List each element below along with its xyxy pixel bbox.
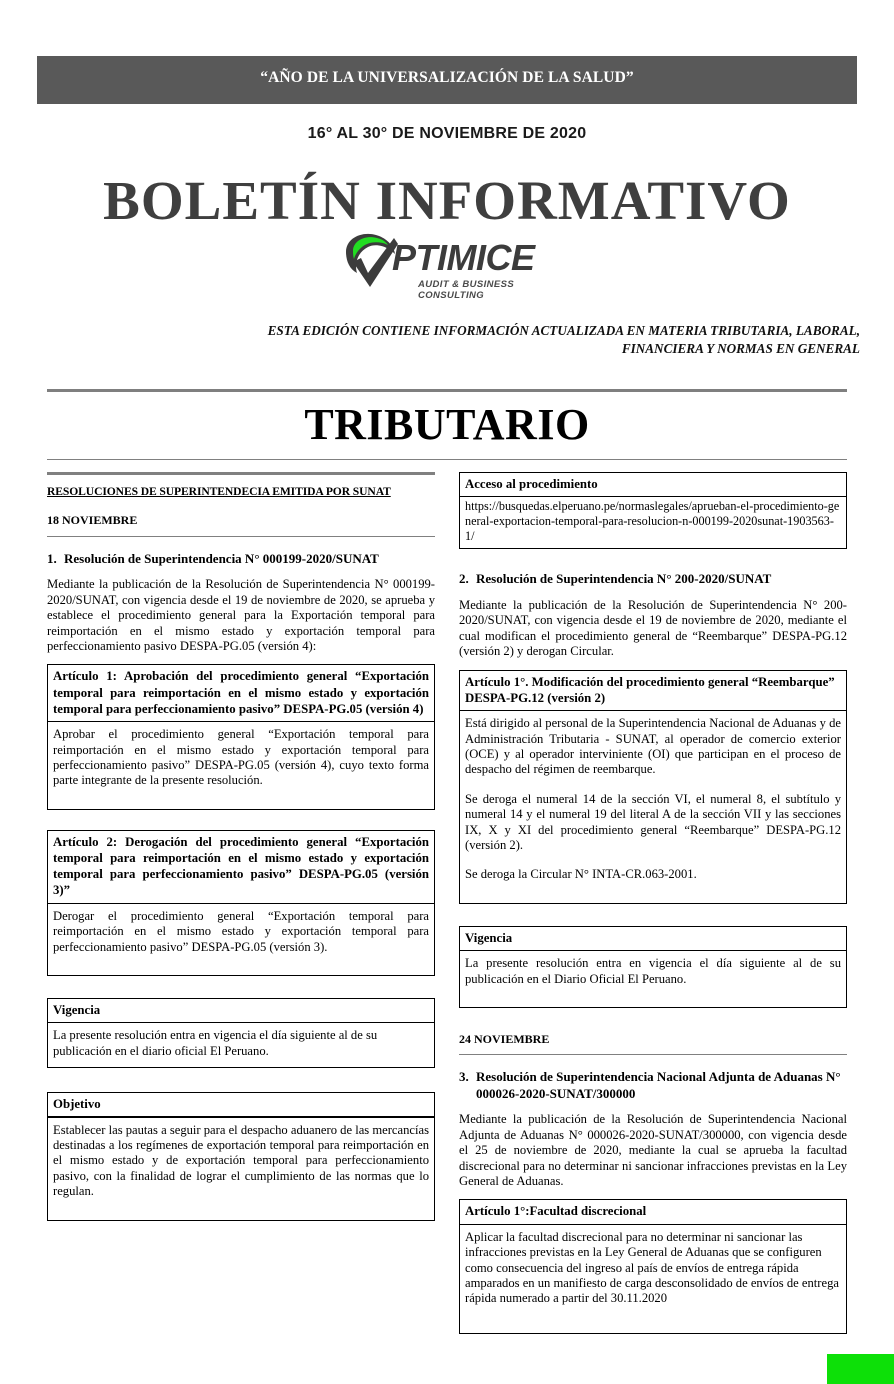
left-article-2-text: Derogar el procedimiento general “Exportación temporal para reimportación en el mismo estado y exportación temporal para perfeccionamiento pasivo” DESPA-PG.05 (versión 3). (53, 908, 429, 954)
right-item-3-number: 3. (459, 1069, 469, 1085)
issue-date-range: 16° AL 30° DE NOVIEMBRE DE 2020 (307, 125, 587, 142)
left-item-1-intro: Mediante la publicación de la Resolución de Superintendencia N° 000199-2020/SUNAT, con vigencia desde el 19 de noviembre de 2020, se aprueba y establece el procedimiento general para la Exportación temporal para reimportación en el mismo estado y exportación temporal para perfeccionamiento pasivo DESPA-PG.05 (versión 4): (47, 577, 435, 653)
edition-note-line-2: FINANCIERA Y NORMAS EN GENERAL (621, 341, 860, 356)
left-datestamp-rule (47, 536, 435, 537)
right-article-1-box (459, 670, 847, 904)
left-vigencia-heading: Vigencia (53, 1002, 101, 1017)
masthead-banner-text: “AÑO DE LA UNIVERSALIZACIÓN DE LA SALUD” (260, 69, 634, 86)
right-article-1-heading: Artículo 1°. Modificación del procedimiento general “Reembarque” DESPA-PG.12 (versión 2) (465, 674, 835, 705)
right-vigencia-body (460, 951, 846, 1007)
right-acceso-box (459, 472, 847, 549)
left-article-2-heading: Artículo 2: Derogación del procedimiento general “Exportación temporal para reimportación en el mismo estado y exportación temporal para perfeccionamiento pasivo” DESPA-PG.05 (versión 3)” (53, 834, 429, 898)
right-acceso-url[interactable]: https://busquedas.elperuano.pe/normaslegales/aprueban-el-procedimiento-general-exportacion-temporal-para-resolucion-n-000199-2020sunat-1903563-1/ (465, 499, 840, 544)
right-article-3-box (459, 1199, 847, 1333)
left-article-2-box (47, 830, 435, 976)
right-article-1-text-1: Está dirigido al personal de la Superintendencia Nacional de Aduanas y de Administración Tributaria - SUNAT, al operador de comercio exterior (OCE) y al operador interviniente (OI) que participan en el proceso de despacho del régimen de reembarque. (465, 716, 841, 777)
logo-tagline: AUDIT & BUSINESS CONSULTING (418, 279, 515, 301)
right-acceso-heading: Acceso al procedimiento (465, 477, 598, 491)
left-objetivo-box (47, 1092, 435, 1220)
edition-note-line-1: ESTA EDICIÓN CONTIENE INFORMACIÓN ACTUALIZADA EN MATERIA TRIBUTARIA, LABORAL, (267, 323, 860, 338)
right-article-3-text: Aplicar la facultad discrecional para no determinar ni sancionar las infracciones previstas en la Ley General de Aduanas que se configuren como consecuencia del ingreso al país de envíos de entrega rápida amparados en un manifiesto de carga desconsolidado de envíos de entrega rápida numerado a partir del 30.11.2020 (465, 1229, 839, 1306)
right-article-1-body (460, 711, 846, 903)
left-objetivo-text: Establecer las pautas a seguir para el despacho aduanero de las mercancías destinadas a los regímenes de exportación temporal para reimportación en el mismo estado y de exportación temporal para perfeccionamiento pasivo, con la finalidad de lograr el cumplimiento de las normas que lo regulan. (53, 1122, 429, 1199)
left-item-1-heading (47, 551, 435, 568)
optimice-logo (340, 232, 562, 300)
left-article-1-heading: Artículo 1: Aprobación del procedimiento general “Exportación temporal para reimportación en el mismo estado y exportación temporal para perfeccionamiento pasivo” DESPA-PG.05 (versión 4) (53, 669, 429, 716)
right-item-2-heading (459, 571, 847, 588)
masthead-banner (37, 56, 857, 104)
left-vigencia-body (48, 1023, 434, 1067)
bulletin-title: BOLETÍN INFORMATIVO (103, 170, 791, 231)
left-article-1-text: Aprobar el procedimiento general “Exportación temporal para reimportación en el mismo estado y exportación temporal para perfeccionamiento pasivo” DESPA-PG.05 (versión 4), cuyo texto forma parte integrante de la presente resolución. (53, 727, 429, 788)
left-datestamp: 18 NOVIEMBRE (47, 513, 138, 528)
left-vigencia-box (47, 998, 435, 1068)
edition-note (230, 322, 860, 358)
section-rule-top (47, 389, 847, 392)
right-datestamp-rule (459, 1054, 847, 1055)
right-item-2-number: 2. (459, 571, 469, 587)
left-article-1-body (48, 722, 434, 809)
right-datestamp: 24 NOVIEMBRE (459, 1031, 550, 1046)
left-vigencia-text: La presente resolución entra en vigencia el día siguiente al de su publicación en el diario oficial El Peruano. (53, 1028, 378, 1058)
left-objetivo-body (48, 1118, 434, 1220)
left-article-2-body (48, 904, 434, 975)
left-kicker-rule-top (47, 472, 435, 475)
right-vigencia-heading: Vigencia (465, 930, 513, 945)
right-vigencia-text: La presente resolución entra en vigencia el día siguiente al de su publicación en el Diario Oficial El Peruano. (465, 956, 841, 986)
left-objetivo-heading: Objetivo (53, 1097, 101, 1112)
logo-wordmark: PTIMICE (392, 237, 535, 278)
left-article-1-box (47, 664, 435, 809)
right-item-3-heading (459, 1069, 847, 1102)
right-item-2-title: Resolución de Superintendencia N° 200-2020/SUNAT (476, 571, 772, 587)
right-item-2-intro: Mediante la publicación de la Resolución de Superintendencia N° 200-2020/SUNAT, con vigencia desde el 19 de noviembre de 2020, mediante el cual modifican el procedimiento general de “Reembarque” DESPA-PG.12 (versión 2) y derogan Circular. (459, 597, 847, 659)
left-item-1-number: 1. (47, 550, 57, 566)
right-article-3-heading: Artículo 1°:Facultad discrecional (465, 1204, 647, 1219)
footer-green-mark (827, 1354, 894, 1384)
section-rule-bottom (47, 459, 847, 460)
left-column (47, 472, 435, 1231)
right-article-1-text-2: Se deroga el numeral 14 de la sección VI, el numeral 8, el subtítulo y numeral 14 y el numeral 19 del literal A de la sección VII y las secciones IX, X y XI del procedimiento general “Reembarque” DESPA-PG.12 (versión 2). (465, 791, 841, 852)
right-article-1-text-3: Se deroga la Circular N° INTA-CR.063-2001. (465, 867, 697, 882)
right-item-3-intro: Mediante la publicación de la Resolución de Superintendencia Nacional Adjunta de Aduanas N° 000026-2020-SUNAT/300000, con vigencia desde el 25 de noviembre de 2020, mediante la cual se aprueba la facultad discrecional para no determinar ni sancionar infracciones previstas en la Ley General de Aduanas. (459, 1112, 847, 1188)
section-title: TRIBUTARIO (304, 400, 590, 449)
right-vigencia-box (459, 926, 847, 1008)
left-kicker: RESOLUCIONES DE SUPERINTENDECIA EMITIDA POR SUNAT (47, 485, 391, 498)
right-article-3-body (460, 1225, 846, 1333)
right-column (459, 472, 847, 1344)
right-item-3-title: Resolución de Superintendencia Nacional Adjunta de Aduanas N° 000026-2020-SUNAT/300000 (476, 1069, 841, 1101)
left-item-1-title: Resolución de Superintendencia N° 000199-2020/SUNAT (64, 550, 379, 566)
